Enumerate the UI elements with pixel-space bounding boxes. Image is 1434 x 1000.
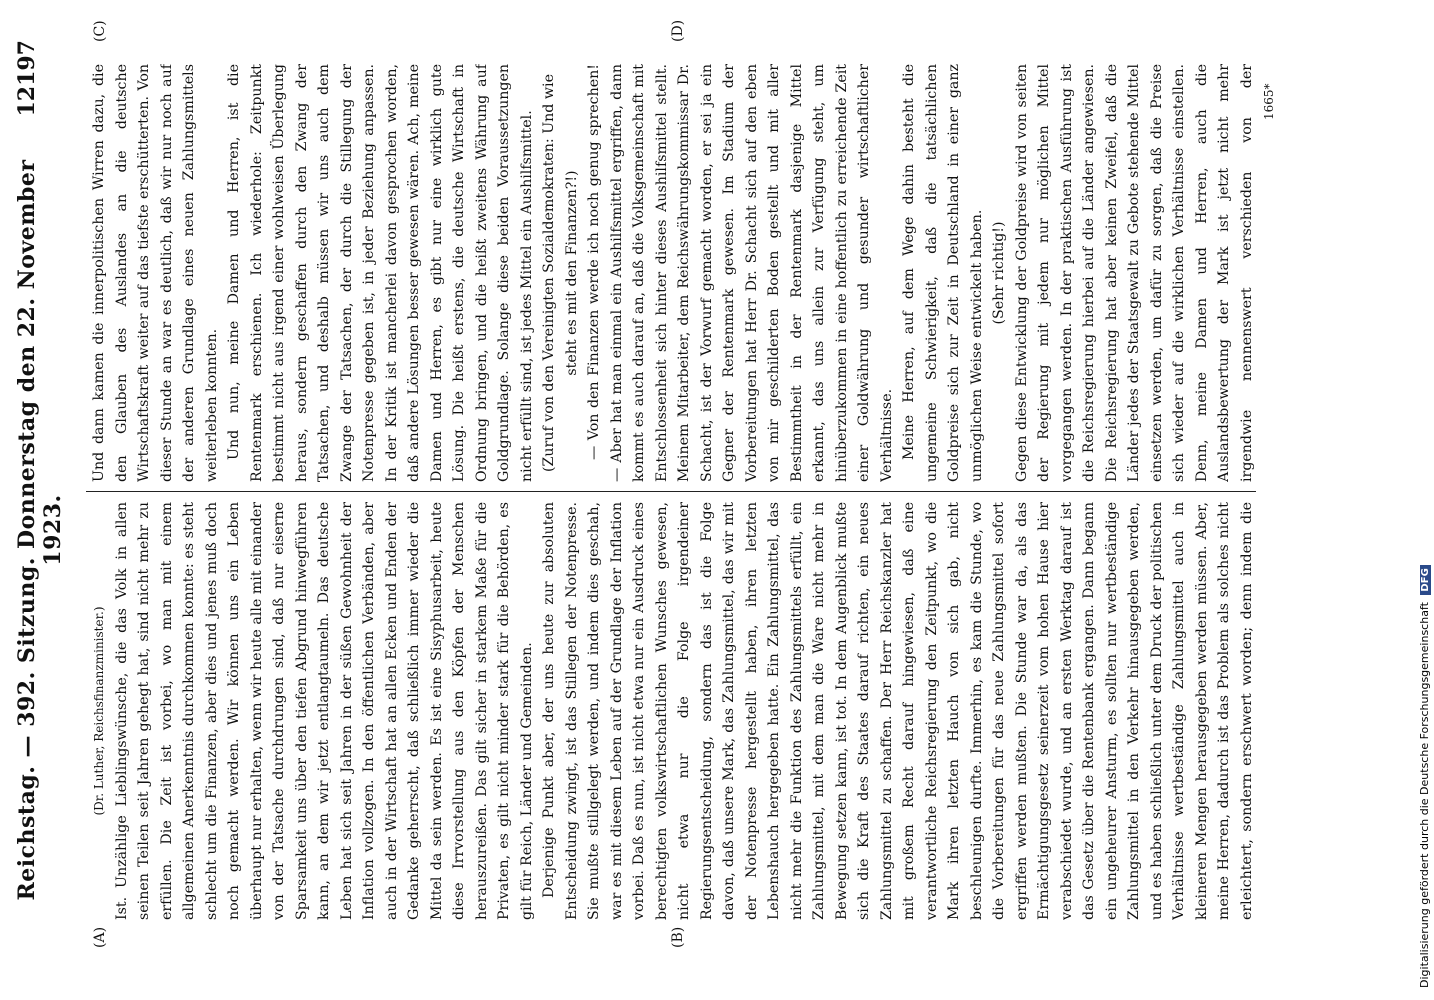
margin-mark-b: (B) <box>670 926 686 948</box>
interjection: (Sehr richtig!) <box>991 221 1007 325</box>
paragraph: Derjenige Punkt aber, der uns heute zur absoluten Entscheidung zwingt, ist das Stillegen der Notenpresse. Sie mußte stillgelegt werden, und indem dies geschah, war es mit diesem Leben auf der Grundlage der Inflation vorbei. Daß es nun, ist nicht etwa nur ein Ausdruck eines berechtigten volkswirtschaftlichen Wunsches gewesen, nicht etwa nur die Folge irgendeiner Regierungsentscheidung, sondern das ist die Folge davon, daß unsere Mark, das Zahlungsmittel, das wir mit der Notenpresse hergestellt haben, ihren letzten Lebenshauch hergegeben hatte. Ein Zahlungsmittel, das nicht mehr die Funktion des Zahlungsmittels erfüllt, ein Zahlungsmittel, mit dem man die Ware nicht mehr in Bewegung setzen kann, ist tot. In dem Augenblick mußte sich die Kraft des Staates darauf richten, ein neues Zahlungsmittel zu schaffen. Der Herr Reichskanzler hat mit großem Recht darauf hingewiesen, daß eine verantwortliche Reichsregierung den Zeitpunkt, wo die Mark ihren letzten Hauch von sich gab, nicht beschleunigen durfte. Immerhin, es kam die Stunde, wo die Vorbereitungen für das neue Zahlungsmittel sofort ergriffen werden mußten. Die Stunde war da, als das Ermächtigungsgesetz seinerzeit vom hohen Hause hier verabschiedet wurde, und an ersten Werktag darauf ist das Gesetz über die Rentenbank ergangen. Dann begann ein ungeheurer Ansturm, es sollten nur wertbeständige Zahlungsmittel in den Verkehr hinausgegeben werden, und es haben schließlich unter dem Druck der politischen Verhältnisse wertbeständige Zahlungsmittel auch in kleineren Mengen herausgegeben werden müssen. Aber, meine Herren, dadurch ist das Problem als solches nicht erleichtert, sondern erschwert worden; denn indem die <box>541 502 1255 920</box>
interjection: (Zuruf von den Vereinigten Sozialdemokraten: Und wie steht es mit den Finanzen?!) <box>541 74 580 472</box>
footnote-mark: 1665* <box>1262 83 1276 120</box>
digitization-notice <box>1418 8 1434 988</box>
paragraph: Gegen diese Entwicklung der Goldpreise wird von seiten der Regierung mit jedem nur möglichen Mittel vorgegangen werden. In der praktischen Ausführung ist die Reichsregierung hierbei auf die Länder angewiesen. Die Reichsregierung hat aber keinen Zweifel, daß die Länder jedes der Staatsgewalt zu Gebote stehende Mittel einsetzen werden, um dafür zu sorgen, daß die Preise sich wieder auf die wirklichen Verhältnisse einstellen. Denn, meine Damen und Herren, auch die Auslandsbewertung der Mark ist jetzt nicht mehr irgendwie nennenswert verschieden von der <box>1013 64 1255 482</box>
left-column <box>88 502 1258 920</box>
page-number: 12197 <box>14 40 40 117</box>
paragraph: — Von den Finanzen werde ich noch genug sprechen! — Aber hat man einmal ein Aushilfsmittel ergriffen, dann kommt es auch darauf an, daß die Volksgemeinschaft mit Entschlossenheit sich hinter dieses Aushilfsmittel stellt. Meinem Mitarbeiter, dem Reichswährungskommissar Dr. Schacht, ist der Vorwurf gemacht worden, er sei ja ein Gegner der Rentenmark gewesen. Im Stadium der Vorbereitungen hat Herr Dr. Schacht sich auf den eben von mir geschilderten Boden gestellt und mit aller Bestimmtheit in der Rentenmark dasjenige Mittel erkannt, das uns allein zur Verfügung steht, um hinüberzukommen in eine hoffentlich zu erreichende Zeit einer Goldwährung und gesunder wirtschaftlicher Verhältnisse. <box>586 64 895 482</box>
margin-mark-c: (C) <box>92 20 108 42</box>
paragraph: Meine Herren, auf dem Wege dahin besteht die ungemeine Schwierigkeit, daß die tatsächlichen Goldpreise sich zur Zeit in Deutschland in einer ganz unmöglichen Weise entwickelt haben. <box>901 64 985 482</box>
digitization-text: Digitalisierung gefördert durch die Deutsche Forschungsgemeinschaft <box>1418 602 1431 988</box>
paragraph: Ist. Unzählige Lieblingswünsche, die das Volk in allen seinen Teilen seit Jahren gehegt hat, sind nicht mehr zu erfüllen. Die Zeit ist vorbei, wo man mit einem allgemeinen Anerkenntnis durchkommen konnte: es steht schlecht um die Finanzen, aber dies und jenes muß doch noch gemacht werden. Wir können uns ein Leben überhaupt nur erhalten, wenn wir heute alle mit einander von der Tatsache durchdrungen sind, daß nur eiserne Sparsamkeit uns über den tiefen Abgrund hinwegführen kann, an dem wir jetzt entlangtaumeln. Das deutsche Leben hat sich seit Jahren in der süßen Gewohnheit der Inflation vollzogen. In den öffentlichen Verbänden, aber auch in der Wirtschaft hat an allen Ecken und Enden der Gedanke geherrscht, daß schließlich immer wieder die Mittel da sein werden. Es ist eine Sisyphusarbeit, heute diese Irrvorstellung aus den Köpfen der Menschen herauszureißen. Das gilt sicher in starkem Maße für die Privaten, es gilt nicht minder stark für die Behörden, es gilt für Reich, Länder und Gemeinden. <box>113 502 535 920</box>
margin-mark-d: (D) <box>670 19 686 42</box>
margin-mark-a: (A) <box>92 926 108 948</box>
paragraph: Und dann kamen die innerpolitischen Wirren dazu, die den Glauben des Auslandes an die deutsche Wirtschaftskraft weiter auf das tiefste erschütterten. Von dieser Stunde an war es deutlich, daß wir nur noch auf der anderen Grundlage eines neuen Zahlungsmittels weiterleben konnten. <box>91 64 220 482</box>
right-column <box>88 64 1258 482</box>
running-header <box>14 40 66 940</box>
speaker-line: (Dr. Luther, Reichsfinanzminister.) <box>92 606 106 816</box>
dfg-logo: DFG <box>1420 565 1431 594</box>
paragraph: Und nun, meine Damen und Herren, ist die Rentenmark erschienen. Ich wiederhole: Zeitpunkt bestimmt nicht aus irgend einer wohlweisen Überlegung heraus, sondern geschaffen durch den Zwang der Tatsachen, und deshalb müssen wir uns auch dem Zwange der Tatsachen, der durch die Stillegung der Notenpresse gegeben ist, in jeder Beziehung anpassen. In der Kritik ist mancherlei davon gesprochen worden, daß andere Lösungen besser gewesen wären. Ach, meine Damen und Herren, es gibt nur eine wirklich gute Lösung. Die heißt erstens, die deutsche Wirtschaft in Ordnung bringen, und die heißt zweitens Währung auf Goldgrundlage. Solange diese beiden Voraussetzungen nicht erfüllt sind, ist jedes Mittel ein Aushilfsmittel. <box>226 64 535 482</box>
running-head: Reichstag. — 392. Sitzung. Donnerstag den 22. November 1923. <box>14 159 66 901</box>
digitization-strip <box>1418 8 1434 988</box>
column-divider <box>86 491 1256 492</box>
